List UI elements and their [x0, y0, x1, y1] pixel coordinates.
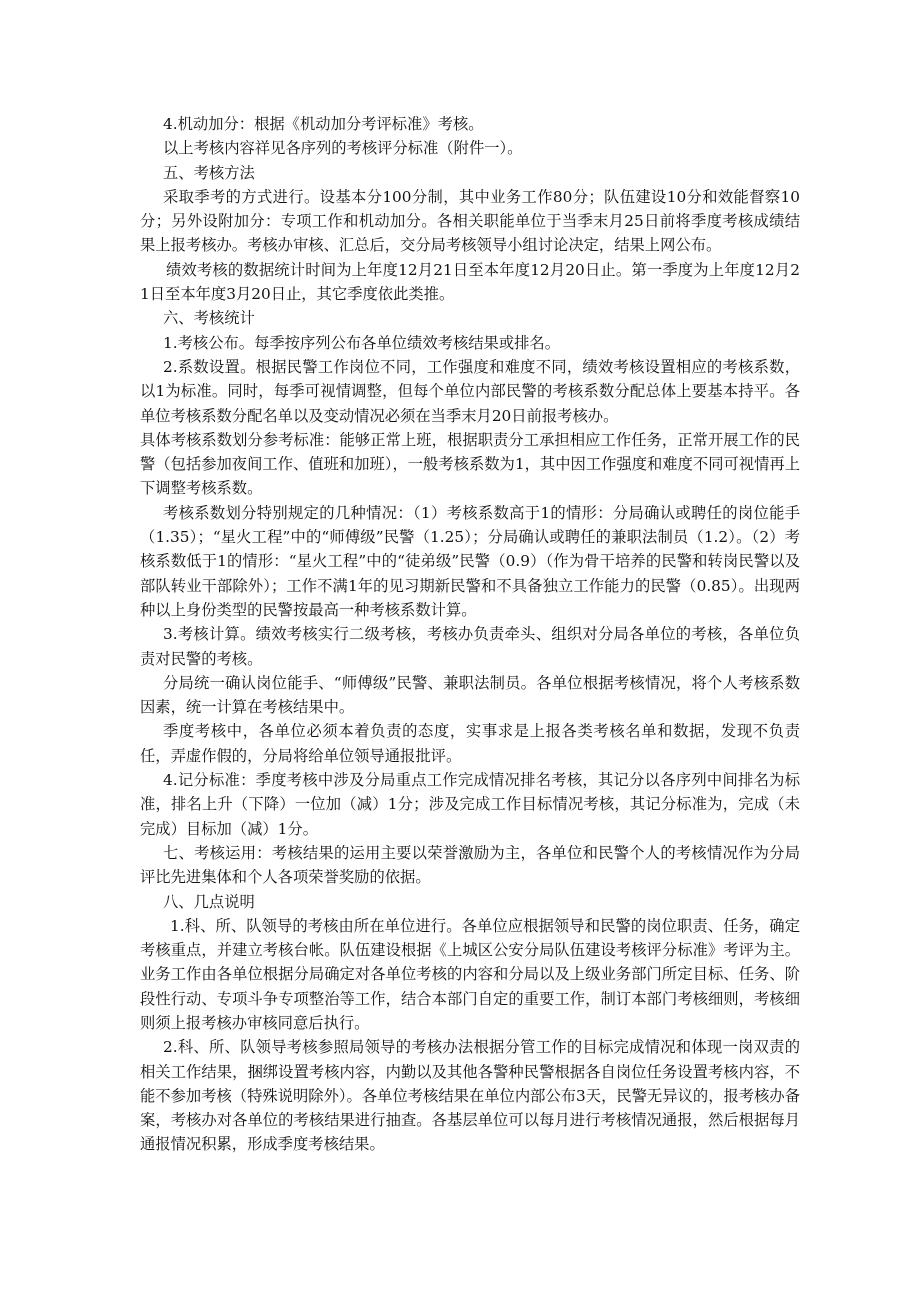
paragraph-assessment-use: 七、考核运用：考核结果的运用主要以荣誉激励为主，各单位和民警个人的考核情况作为分局评比先进集体和个人各项荣誉奖励的依据。 [140, 843, 800, 887]
paragraph-unified-confirmation: 分局统一确认岗位能手、“师傅级”民警、兼职法制员。各单位根据考核情况，将个人考核系数因素，统一计算在考核结果中。 [140, 673, 800, 717]
paragraph-scoring-standard: 4.记分标准：季度考核中涉及分局重点工作完成情况排名考核，其记分以各序列中间排名为标准，排名上升（下降）一位加（减）1分；涉及完成工作目标情况考核，其记分标准为，完成（未完成）目标加（减）1分。 [140, 771, 800, 838]
paragraph-scoring-reference: 以上考核内容祥见各序列的考核评分标准（附件一）。 [163, 139, 523, 158]
heading-notes: 八、几点说明 [163, 892, 255, 911]
paragraph-quarterly-assessment: 采取季考的方式进行。设基本分100分制，其中业务工作80分；队伍建设10分和效能督察10分；另外设附加分：专项工作和机动加分。各相关职能单位于当季末月25日前将季度考核成绩结果上报考核办。考核办审核、汇总后，交分局考核领导小组讨论决定，结果上网公布。 [140, 187, 800, 255]
paragraph-coefficient-setting: 2.系数设置。根据民警工作岗位不同，工作强度和难度不同，绩效考核设置相应的考核系数，以1为标准。同时，每季可视情调整，但每个单位内部民警的考核系数分配总体上要基本持平。各单位考核系数分配名单以及变动情况必须在当季末月20日前报考核办。 [140, 357, 800, 425]
paragraph-note-two: 2.科、所、队领导考核参照局领导的考核办法根据分管工作的目标完成情况和体现一岗双责的相关工作结果，捆绑设置考核内容，内勤以及其他各警种民警根据各自岗位任务设置考核内容，不能不参加考核（特殊说明除外）。各单位考核结果在单位内部公布3天，民警无异议的，报考核办备案，考核办对各单位的考核结果进行抽查。各基层单位可以每月进行考核情况通报，然后根据每月通报情况积累，形成季度考核结果。 [140, 1038, 800, 1154]
paragraph-mobile-bonus: 4.机动加分：根据《机动加分考评标准》考核。 [163, 115, 484, 133]
paragraph-coefficient-standard: 具体考核系数划分参考标准：能够正常上班，根据职责分工承担相应工作任务，正常开展工作的民警（包括参加夜间工作、值班和加班），一般考核系数为1，其中因工作强度和难度不同可视情再上下调整考核系数。 [140, 430, 800, 498]
document-page [140, 112, 800, 1157]
paragraph-statistics-period: 绩效考核的数据统计时间为上年度12月21日至本年度12月20日止。第一季度为上年度12月21日至本年度3月20日止，其它季度依此类推。 [140, 260, 800, 304]
paragraph-special-coefficients: 考核系数划分特别规定的几种情况：（1）考核系数高于1的情形：分局确认或聘任的岗位能手（1.35）；“星火工程”中的“师傅级”民警（1.25）；分局确认或聘任的兼职法制员（1.2）。（2）考核系数低于1的情形：“星火工程”中的“徒弟级”民警（0.9）（作为骨干培养的民警和转岗民警以及部队转业干部除外）；工作不满1年的见习期新民警和不具备独立工作能力的民警（0.85）。出现两种以上身份类型的民警按最高一种考核系数计算。 [140, 503, 800, 619]
heading-assessment-method: 五、考核方法 [163, 163, 255, 182]
paragraph-responsible-reporting: 季度考核中，各单位必须本着负责的态度，实事求是上报各类考核名单和数据，发现不负责任，弄虚作假的，分局将给单位领导通报批评。 [140, 722, 800, 765]
paragraph-results-publication: 1.考核公布。每季按序列公布各单位绩效考核结果或排名。 [163, 333, 561, 352]
heading-assessment-statistics: 六、考核统计 [163, 309, 255, 328]
paragraph-note-one: 1.科、所、队领导的考核由所在单位进行。各单位应根据领导和民警的岗位职责、任务，确定考核重点，并建立考核台帐。队伍建设根据《上城区公安分局队伍建设考核评分标准》考评为主。业务工作由各单位根据分局确定对各单位考核的内容和分局以及上级业务部门所定目标、任务、阶段性行动、专项斗争专项整治等工作，结合本部门自定的重要工作，制订本部门考核细则，考核细则须上报考核办审核同意后执行。 [140, 916, 800, 1032]
paragraph-assessment-calculation: 3.考核计算。绩效考核实行二级考核，考核办负责牵头、组织对分局各单位的考核，各单位负责对民警的考核。 [140, 625, 800, 668]
